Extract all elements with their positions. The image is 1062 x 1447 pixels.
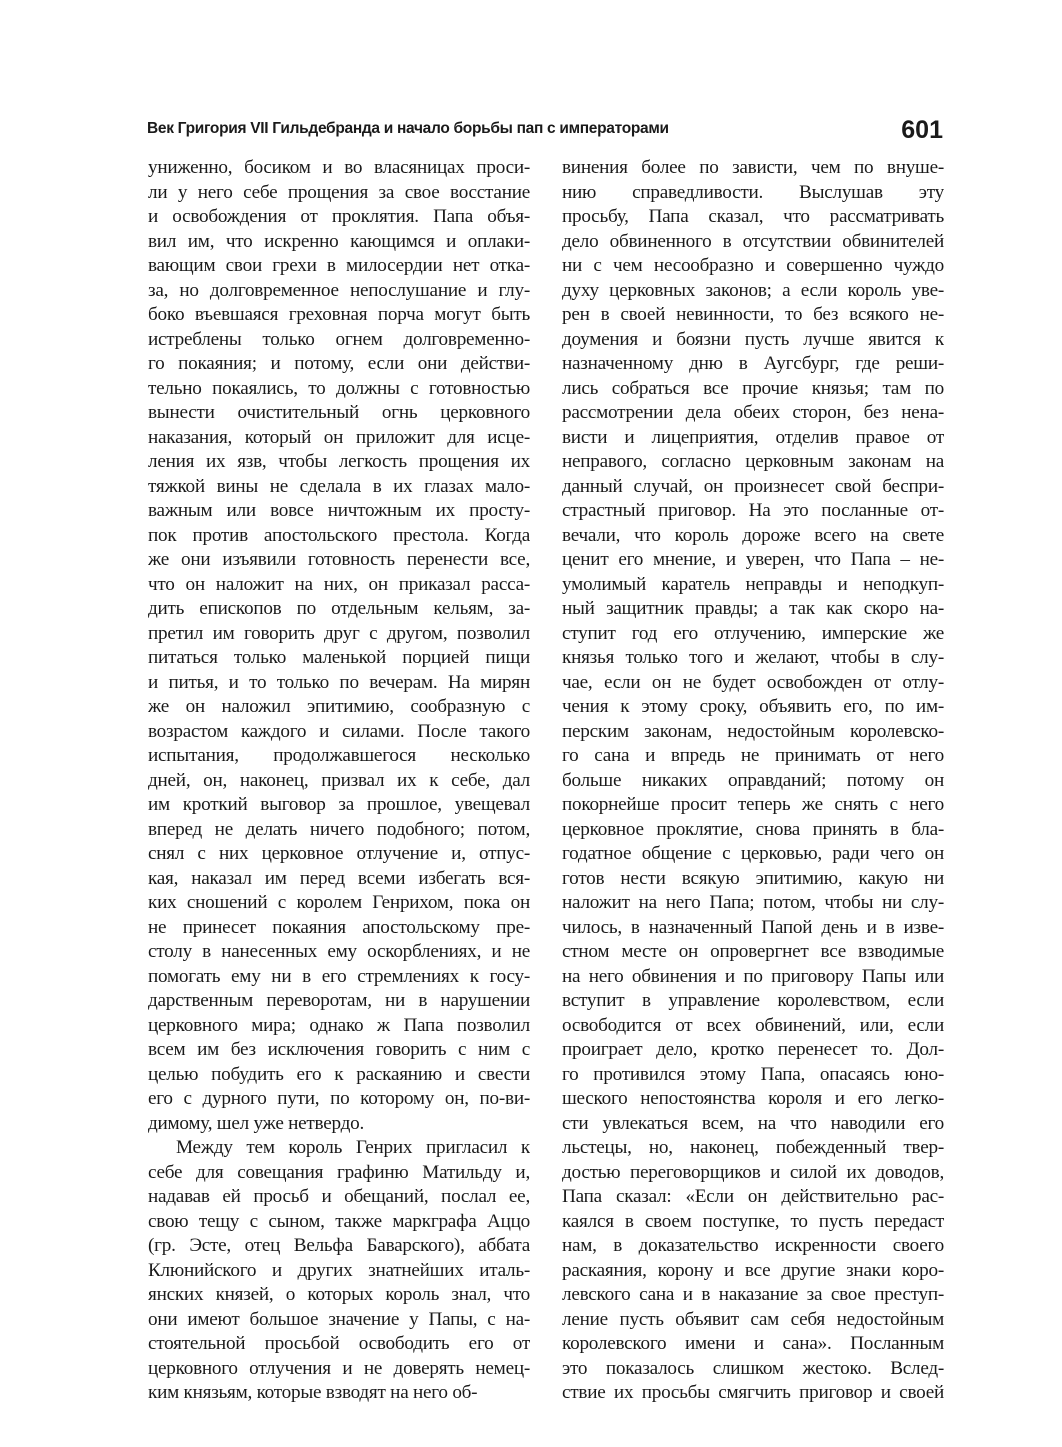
text-line: данный случай, он произнесет свой беспри- bbox=[562, 475, 944, 497]
text-line: винения более по зависти, чем по внуше- bbox=[562, 157, 944, 178]
text-line: важным или вовсе ничтожным их просту- bbox=[148, 500, 530, 521]
text-line: ления их язв, чтобы легкость прощения их bbox=[148, 451, 530, 472]
text-line: каялся в своем поступке, то пусть передаст bbox=[562, 1210, 944, 1232]
text-line: духу церковных законов; а если король уве- bbox=[562, 279, 944, 301]
text-line: вающим свои грехи в милосердии нет отка- bbox=[148, 255, 530, 276]
text-line: перским законам, недостойным королевско- bbox=[562, 720, 944, 742]
text-line: вечали, что король дороже всего на свете bbox=[562, 524, 944, 546]
text-line: истреблены только огнем долговременно- bbox=[148, 328, 530, 350]
page-number: 601 bbox=[901, 116, 943, 144]
text-line: стоятельной просьбой освободить его от bbox=[148, 1333, 530, 1354]
text-line: целью побудить его к раскаянию и свести bbox=[148, 1063, 530, 1085]
text-line: и питья, и то только по вечерам. На мирян bbox=[148, 671, 530, 693]
text-line: помогать ему ни в его стремлениях к госу- bbox=[148, 965, 530, 987]
text-line: снял с них церковное отлучение и, отпус- bbox=[148, 843, 530, 864]
text-line: надавав ей просьб и обещаний, послал ее, bbox=[148, 1186, 530, 1207]
text-line: нам, в доказательство искренности своего bbox=[562, 1235, 944, 1256]
text-line: Папа сказал: «Если он действительно рас- bbox=[562, 1186, 944, 1207]
text-line: Клюнийского и других знатнейших италь- bbox=[148, 1259, 530, 1281]
text-line: им кроткий выговор за прошлое, увещевал bbox=[148, 794, 530, 815]
text-line: ный защитник правды; а так как скоро на- bbox=[562, 598, 944, 619]
text-line: рассмотрении дела обеих сторон, без нена- bbox=[562, 402, 944, 423]
text-line: дней, он, наконец, призвал их к себе, дал bbox=[148, 769, 530, 791]
running-header bbox=[147, 116, 947, 152]
text-line: дить епископов по отдельным кельям, за- bbox=[148, 598, 530, 619]
text-line: себе для совещания графиню Матильду и, bbox=[148, 1161, 530, 1183]
text-line: же он наложил эпитимию, сообразную с bbox=[148, 696, 530, 717]
text-line: тяжкой вины не сделала в их глазах мало- bbox=[148, 475, 530, 497]
text-line: церковного мира; однако ж Папа позволил bbox=[148, 1014, 530, 1036]
text-line: испытания, продолжавшегося несколько bbox=[148, 745, 530, 766]
text-line: ли у него себе прощения за свое восстание bbox=[148, 181, 530, 203]
text-line: ступит год его отлучению, имперские же bbox=[562, 622, 944, 644]
text-line: ни с чем несообразно и совершенно чуждо bbox=[562, 255, 944, 276]
text-line: (гр. Эсте, отец Вельфа Баварского), аббата bbox=[148, 1235, 530, 1256]
text-line: церковного отлучения и не доверять немец- bbox=[148, 1357, 530, 1379]
text-line: Между тем король Генрих пригласил к bbox=[176, 1137, 530, 1158]
text-line: наказания, который он приложит для исце- bbox=[148, 426, 530, 448]
text-line: просьбу, Папа сказал, что рассматривать bbox=[562, 206, 944, 227]
text-line: стном месте он опровергнет все взводимые bbox=[562, 941, 944, 962]
text-line: и освобождения от проклятия. Папа объя- bbox=[148, 206, 530, 227]
text-line: князья только того и желают, чтобы в слу- bbox=[562, 647, 944, 668]
text-line: боко въевшаяся греховная порча могут быть bbox=[148, 304, 530, 325]
text-line: льстецы, но, наконец, побежденный твер- bbox=[562, 1137, 944, 1158]
text-line: доумения и боязни пусть лучше явится к bbox=[562, 328, 944, 350]
text-line: покорнейше просит теперь же снять с него bbox=[562, 794, 944, 815]
text-line: не принесет покаяния апостольскому пре- bbox=[148, 916, 530, 938]
text-line: свою тещу с сыном, также маркграфа Аццо bbox=[148, 1210, 530, 1232]
text-line: тельно покаялись, то должны с готовностью bbox=[148, 377, 530, 399]
text-line: церковное проклятие, снова принять в бла- bbox=[562, 818, 944, 840]
text-line: униженно, босиком и во власяницах проси- bbox=[148, 157, 530, 178]
text-line: умолимый каратель неправды и неподкуп- bbox=[562, 573, 944, 595]
text-line: достью переговорщиков и силой их доводов, bbox=[562, 1161, 944, 1183]
text-line: его с дурного пути, по которому он, по-ви- bbox=[148, 1088, 530, 1109]
text-line: димому, шел уже нетвердо. bbox=[148, 1112, 365, 1134]
text-line: они имеют большое значение у Папы, с на- bbox=[148, 1308, 530, 1330]
text-line: рен в своей невинности, то без всякого не- bbox=[562, 304, 944, 325]
text-line: наложит на него Папа; потом, чтобы ни слу- bbox=[562, 892, 944, 913]
text-line: пок против апостольского престола. Когда bbox=[148, 524, 530, 546]
text-line: чения к этому сроку, объявить его, по им- bbox=[562, 696, 944, 717]
text-line: янских князей, о которых король знал, что bbox=[148, 1284, 530, 1305]
text-line: что он наложит на них, он приказал расса- bbox=[148, 573, 530, 595]
text-line: ствие их просьбы смягчить приговор и своей bbox=[562, 1382, 944, 1403]
text-line: нию справедливости. Выслушав эту bbox=[562, 181, 944, 203]
text-line: вил им, что искренно кающимся и оплаки- bbox=[148, 230, 530, 252]
text-line: вперед не делать ничего подобного; потом, bbox=[148, 818, 530, 840]
text-line: го сана и впредь не принимать от него bbox=[562, 745, 944, 766]
text-line: назначенному дню в Аугсбург, где реши- bbox=[562, 353, 944, 374]
text-line: ценит его мнение, и уверен, что Папа – не- bbox=[562, 549, 944, 570]
text-line: проиграет дело, кротко перенесет то. Дол- bbox=[562, 1039, 944, 1060]
text-line: столу в нанесенных ему оскорблениях, и не bbox=[148, 941, 530, 962]
text-line: левского сана и в наказание за свое преступ- bbox=[562, 1284, 944, 1305]
text-line: шеского непостоянства короля и его легко- bbox=[562, 1088, 944, 1109]
text-line: больше никаких оправданий; потому он bbox=[562, 769, 944, 791]
text-line: освободится от всех обвинений, или, если bbox=[562, 1014, 944, 1036]
running-header-title: Век Григория VII Гильдебранда и начало борьбы пап с императорами bbox=[147, 120, 669, 137]
text-line: на него обвинения и по приговору Папы или bbox=[562, 965, 944, 987]
text-line: чилось, в назначенный Папой день и в изве- bbox=[562, 916, 944, 938]
text-line: чае, если он не будет освобожден от отлу- bbox=[562, 671, 944, 693]
text-line: страстный приговор. На это посланные от- bbox=[562, 500, 944, 521]
text-line: годатное общение с церковью, ради чего он bbox=[562, 843, 944, 864]
text-line: возрастом каждого и силами. После такого bbox=[148, 720, 530, 742]
text-line: сти увлекаться всем, на что наводили его bbox=[562, 1112, 944, 1134]
text-line: ких сношений с королем Генрихом, пока он bbox=[148, 892, 530, 913]
text-line: готов нести всякую эпитимию, какую ни bbox=[562, 867, 944, 889]
text-line: питаться только маленькой порцией пищи bbox=[148, 647, 530, 668]
text-line: лись собраться все прочие князья; там по bbox=[562, 377, 944, 399]
text-line: вынести очистительный огнь церковного bbox=[148, 402, 530, 423]
text-line: дело обвиненного в отсутствии обвинителей bbox=[562, 230, 944, 252]
text-line: это показалось слишком жестоко. Вслед- bbox=[562, 1357, 944, 1379]
text-line: ким князьям, которые взводят на него об- bbox=[148, 1382, 478, 1403]
text-line: кая, наказал им перед всеми избегать вся- bbox=[148, 867, 530, 889]
text-line: го противился этому Папа, опасаясь юно- bbox=[562, 1063, 944, 1085]
text-line: дарственным переворотам, ни в нарушении bbox=[148, 990, 530, 1011]
right-text-column bbox=[562, 156, 944, 1406]
text-line: за, но долговременное непослушание и глу- bbox=[148, 279, 530, 301]
text-line: висти и лицеприятия, отделив правое от bbox=[562, 426, 944, 448]
text-line: королевского имени и сана». Посланным bbox=[562, 1333, 944, 1354]
text-line: го покаяния; и потому, если они действи- bbox=[148, 353, 530, 374]
text-line: же они изъявили готовность перенести все, bbox=[148, 549, 530, 570]
left-text-column bbox=[148, 156, 530, 1406]
text-line: всем им без исключения говорить с ним с bbox=[148, 1039, 530, 1060]
text-line: претил им говорить друг с другом, позволил bbox=[148, 622, 530, 644]
text-line: ление пусть объявит сам себя недостойным bbox=[562, 1308, 944, 1330]
text-line: раскаяния, корону и все другие знаки коро- bbox=[562, 1259, 944, 1281]
text-line: вступит в управление королевством, если bbox=[562, 990, 944, 1011]
text-line: неправого, согласно церковным законам на bbox=[562, 451, 944, 472]
